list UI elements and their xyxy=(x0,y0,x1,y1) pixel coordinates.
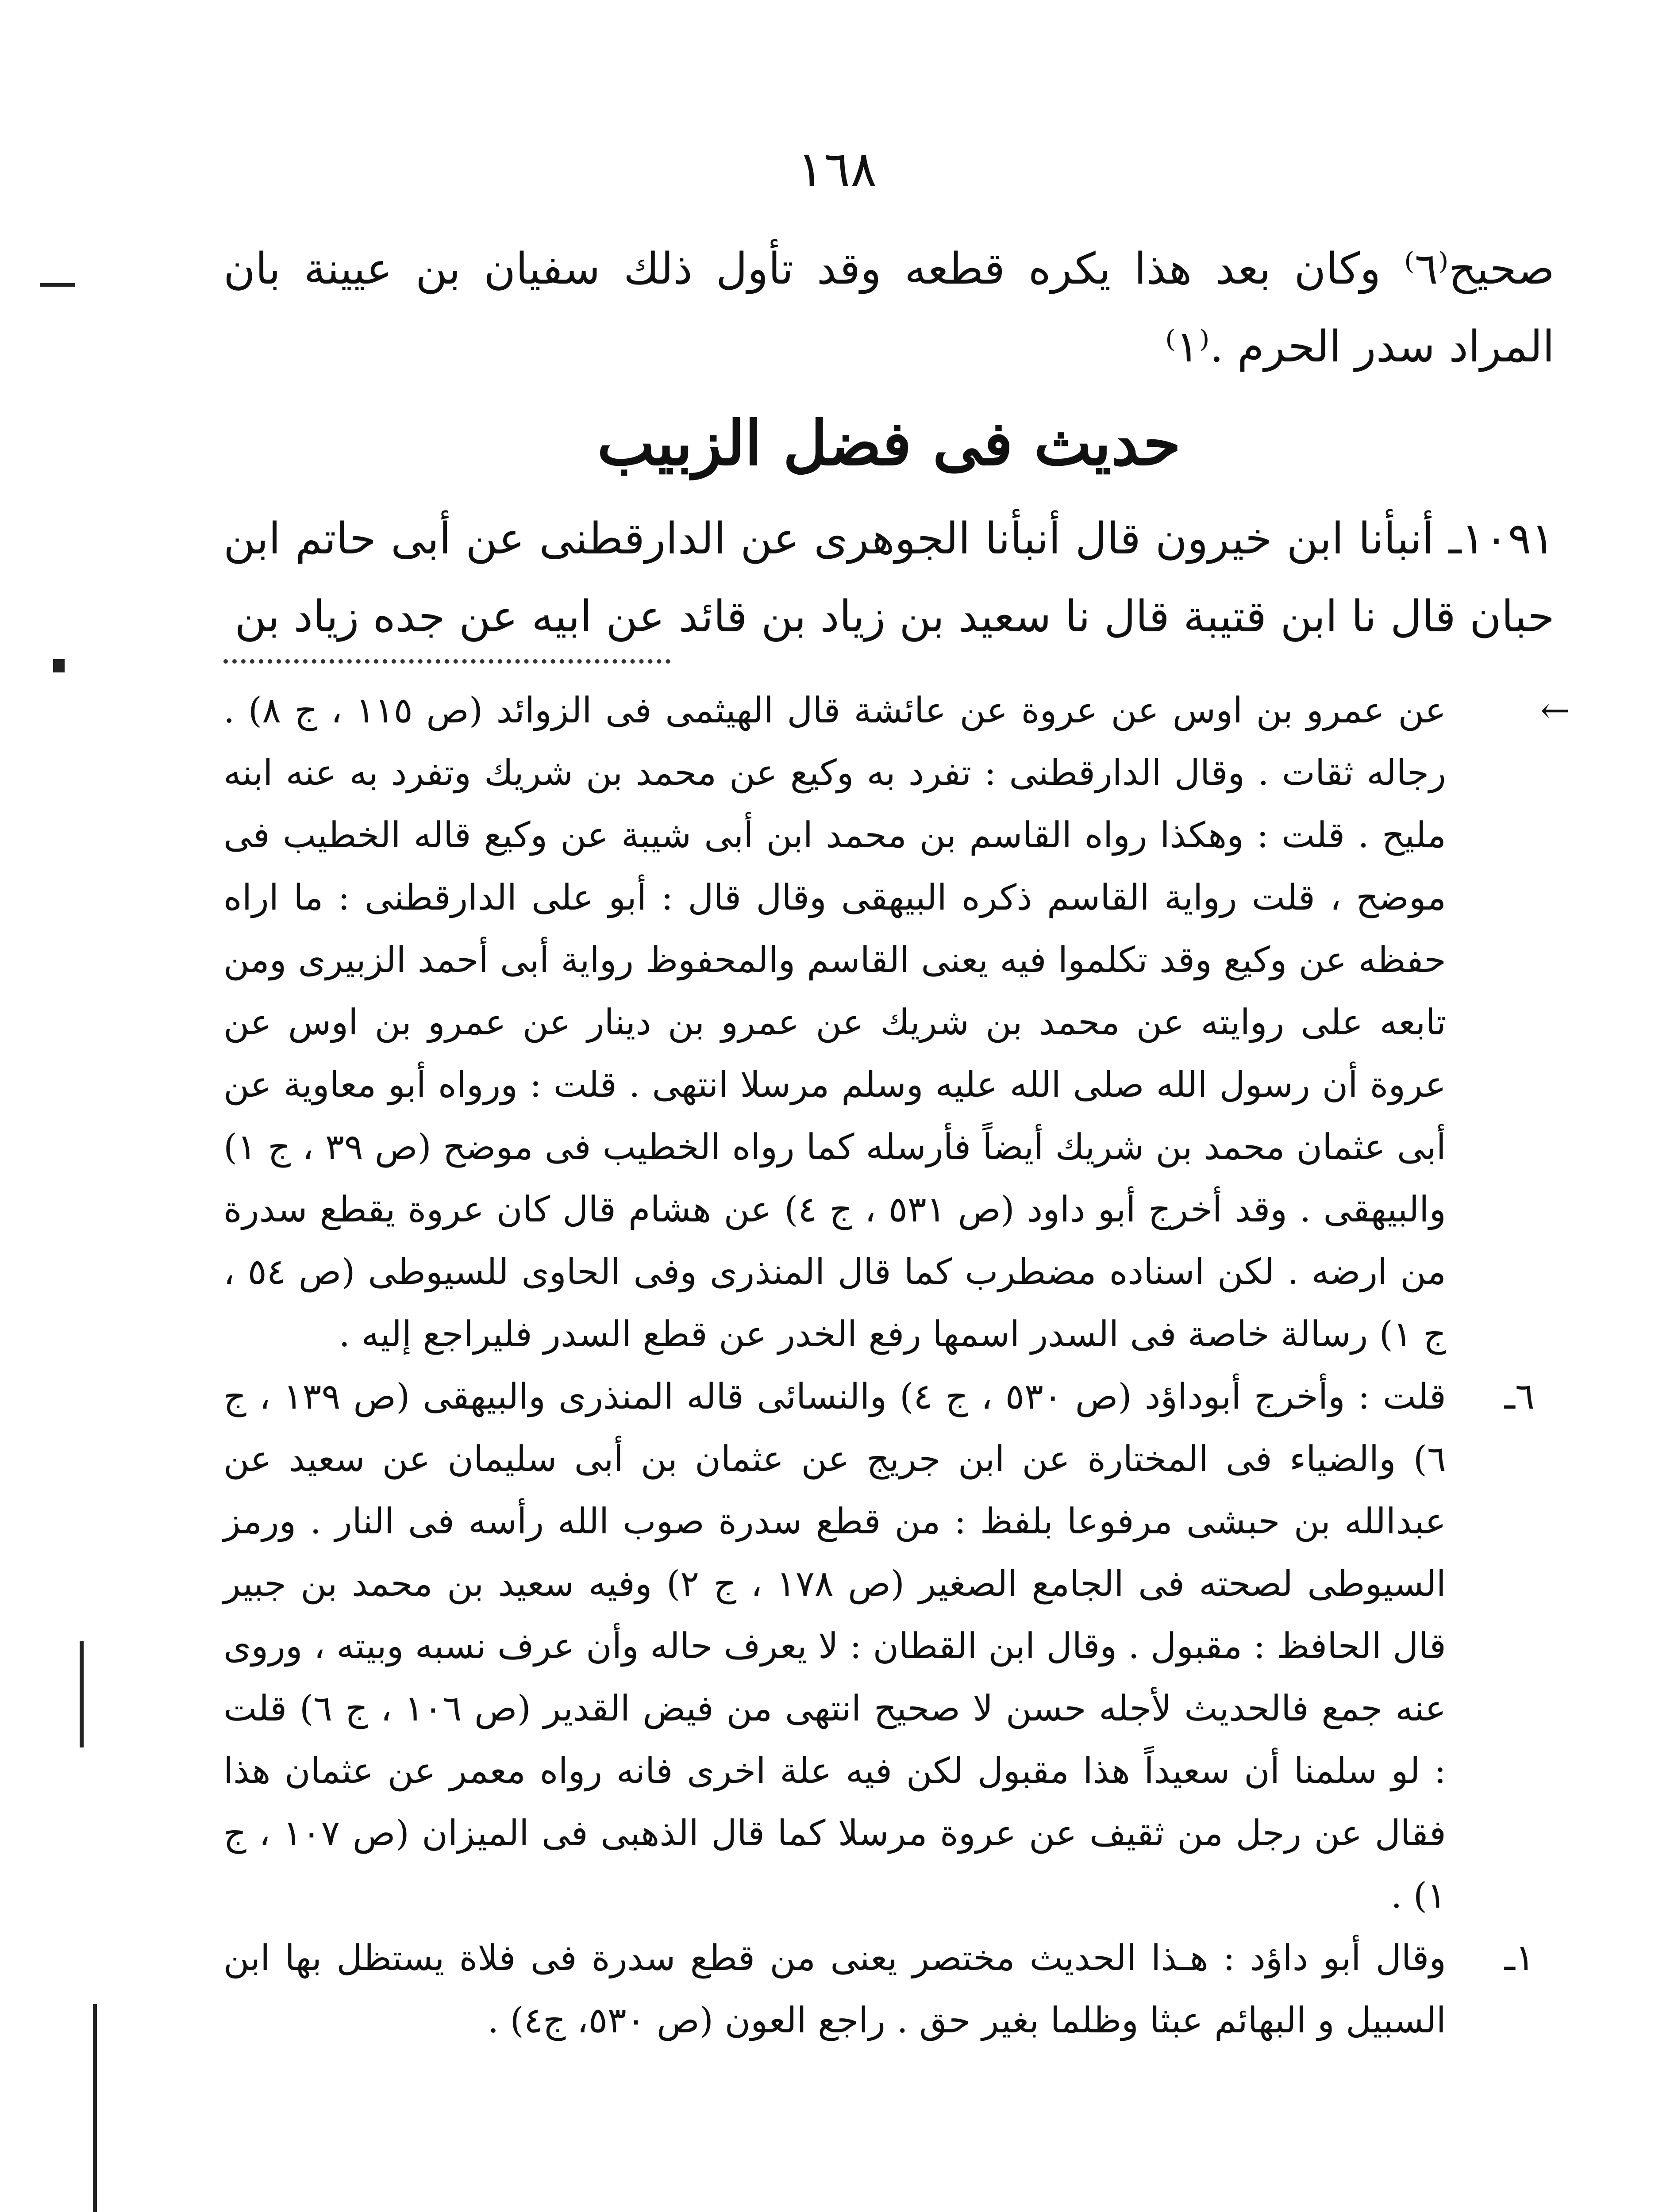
continuation-paragraph: صحيح⁽٦⁾ وكان بعد هذا يكره قطعه وقد تأول ذلك سفيان بن عيينة بان المراد سدر الحرم .⁽١⁾ xyxy=(223,244,1555,372)
margin-bracket-lower xyxy=(93,2004,97,2212)
left-arrow-icon: ← xyxy=(1540,690,1570,731)
footnote-1 xyxy=(223,1927,1535,2051)
margin-smudge xyxy=(53,659,65,672)
footnotes xyxy=(223,679,1570,2051)
margin-tick xyxy=(40,283,75,287)
footnote-6 xyxy=(223,1365,1535,1927)
footnote-separator xyxy=(223,659,670,664)
margin-bracket-upper xyxy=(80,1641,84,1747)
footnote-continued xyxy=(223,679,1570,1365)
section-heading: حديث فى فضل الزبيب xyxy=(597,407,1181,479)
footnote-1-marker: ١ـ xyxy=(1504,1937,1535,1979)
main-text xyxy=(223,230,1555,656)
footnote-6-marker: ٦ـ xyxy=(1504,1375,1535,1417)
footnote-continued-text: عن عمرو بن اوس عن عروة عن عائشة قال الهيثمى فى الزوائد (ص ١١٥ ، ج ٨) . رجاله ثقات . وقال الدارقطنى : تفرد به وكيع عن محمد بن شريك وتفرد به عنه ابنه مليح . قلت : وهكذا رواه القاسم بن محمد ابن أبى شيبة عن وكيع قاله الخطيب فى موضح ، قلت رواية القاسم ذكره البيهقى وقال قال : أبو على الدارقطنى : ما اراه حفظه عن وكيع وقد تكلموا فيه يعنى القاسم والمحفوظ رواية أبى أحمد الزبيرى ومن تابعه على روايته عن محمد بن شريك عن عمرو بن دينار عن عمرو بن اوس عن عروة أن رسول الله صلى الله عليه وسلم مرسلا انتهى . قلت : ورواه أبو معاوية عن أبى عثمان محمد بن شريك أيضاً فأرسله كما رواه الخطيب فى موضح (ص ٣٩ ، ج ١) والبيهقى . وقد أخرج أبو داود (ص ٥٣١ ، ج ٤) عن هشام قال كان عروة يقطع سدرة من ارضه . لكن اسناده مضطرب كما قال المنذرى وفى الحاوى للسيوطى (ص ٥٤ ، ج ١) رسالة خاصة فى السدر اسمها رفع الخدر عن قطع السدر فليراجع إليه . xyxy=(223,690,1447,1355)
footnote-6-text: قلت : وأخرج أبوداؤد (ص ٥٣٠ ، ج ٤) والنسائى قاله المنذرى والبيهقى (ص ١٣٩ ، ج ٦) والضياء فى المختارة عن ابن جريج عن عثمان بن أبى سليمان عن سعيد عن عبدالله بن حبشى مرفوعا بلفظ : من قطع سدرة صوب الله رأسه فى النار . ورمز السيوطى لصحته فى الجامع الصغير (ص ١٧٨ ، ج ٢) وفيه سعيد بن محمد بن جبير قال الحافظ : مقبول . وقال ابن القطان : لا يعرف حاله وأن عرف نسبه وبيته ، وروى عنه جمع فالحديث لأجله حسن لا صحيح انتهى من فيض القدير (ص ١٠٦ ، ج ٦) قلت : لو سلمنا أن سعيداً هذا مقبول لكن فيه علة اخرى فانه رواه معمر عن عثمان هذا فقال عن رجل من ثقيف عن عروة مرسلا كما قال الذهبى فى الميزان (ص ١٠٧ ، ج ١) . xyxy=(223,1376,1447,1916)
hadith-paragraph: ١٠٩١ـ أنبأنا ابن خيرون قال أنبأنا الجوهرى عن الدارقطنى عن أبى حاتم ابن حبان قال نا ابن قتيبة قال نا سعيد بن زياد بن قائد عن ابيه عن جده زياد بن xyxy=(223,514,1555,642)
page-number: ١٦٨ xyxy=(797,141,877,198)
footnote-1-text: وقال أبو داؤد : هـذا الحديث مختصر يعنى من قطع سدرة فى فلاة يستظل بها ابن السبيل و البهائم عبثا وظلما بغير حق . راجع العون (ص ٥٣٠، ج٤) . xyxy=(223,1937,1446,2041)
